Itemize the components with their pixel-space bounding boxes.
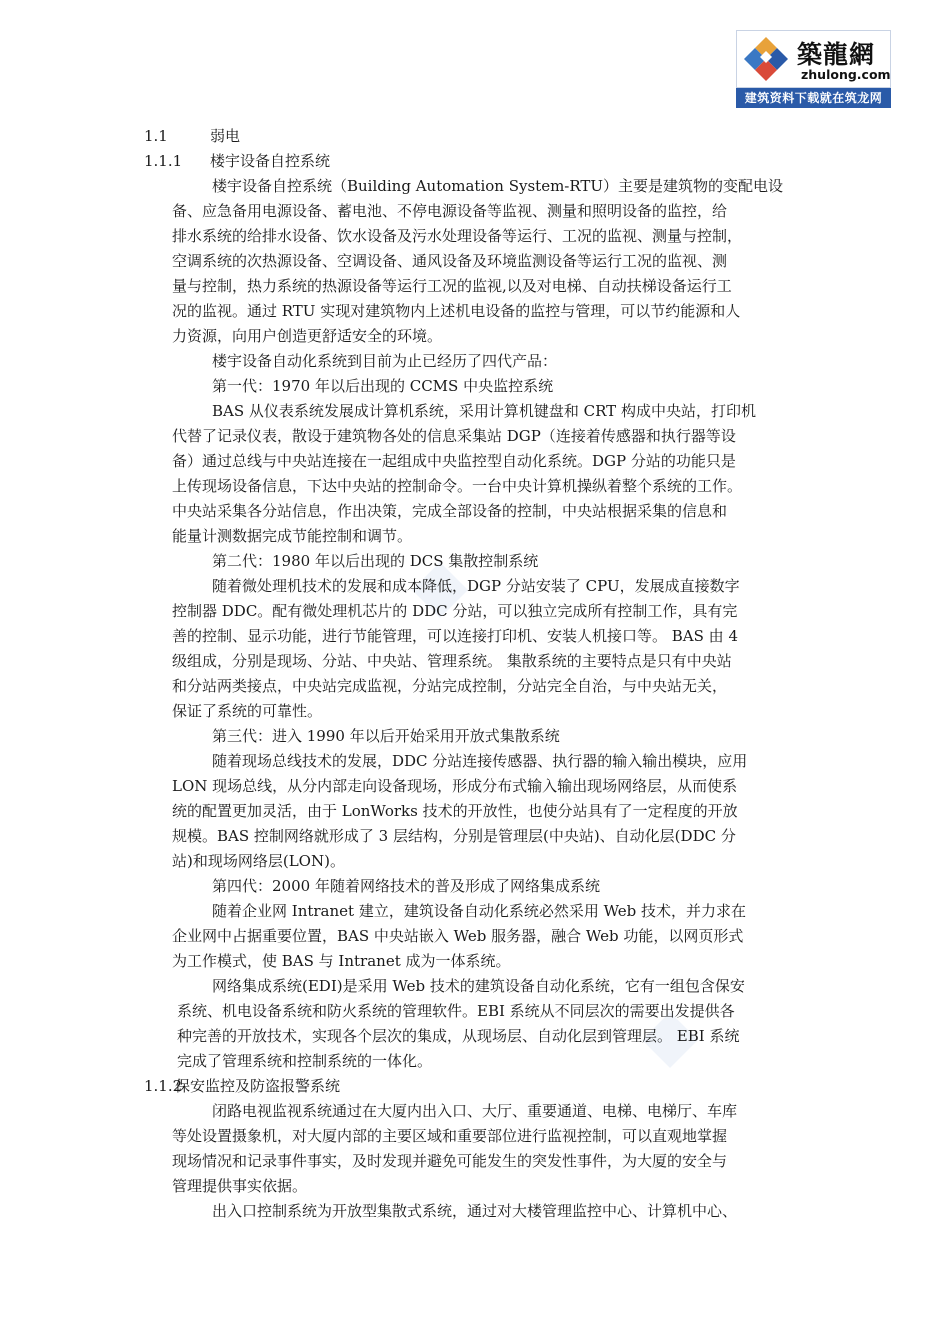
text: 排水系统的给排水设备、饮水设备及污水处理设备等运行、工况的监视、测量与控制， (172, 227, 743, 245)
body-text-line (172, 1124, 727, 1149)
body-text-line (172, 424, 736, 449)
body-text-line (172, 249, 727, 274)
text: 保证了系统的可靠性。 (172, 702, 323, 720)
body-text-line (172, 624, 738, 649)
section-number: 1.1 (144, 127, 168, 145)
text: 第一代：1970 年以后出现的 CCMS 中央监控系统 (212, 377, 554, 395)
text: 第三代：进入 1990 年以后开始采用开放式集散系统 (212, 727, 560, 745)
text: 第四代：2000 年随着网络技术的普及形成了网络集成系统 (212, 877, 600, 895)
zhulong-logo-icon (739, 33, 793, 87)
text: 闭路电视监视系统通过在大厦内出入口、大厅、重要通道、电梯、电梯厅、车库 (212, 1102, 738, 1120)
body-text-line (177, 1024, 739, 1049)
section-number: 1.1.2 (144, 1077, 183, 1095)
text: 备）通过总线与中央站连接在一起组成中央监控型自动化系统。DGP 分站的功能只是 (172, 452, 736, 470)
body-text-line (212, 1199, 737, 1224)
body-text-line (212, 374, 553, 399)
text: 第二代：1980 年以后出现的 DCS 集散控制系统 (212, 552, 539, 570)
logo-domain: zhulong.com (801, 67, 891, 82)
text: 代替了记录仪表，散设于建筑物各处的信息采集站 DGP（连接着传感器和执行器等设 (172, 427, 736, 445)
section-title: 楼宇设备自控系统 (210, 152, 331, 170)
text: 善的控制、显示功能，进行节能管理，可以连接打印机、安装人机接口等。 BAS 由 4 (172, 627, 738, 645)
text: 空调系统的次热源设备、空调设备、通风设备及环境监测设备等运行工况的监视、测 (172, 252, 728, 270)
text: 系统、机电设备系统和防火系统的管理软件。EBI 系统从不同层次的需要出发提供各 (177, 1002, 735, 1020)
text: 级组成，分别是现场、分站、中央站、管理系统。 集散系统的主要特点是只有中央站 (172, 652, 732, 670)
body-text-line (172, 224, 742, 249)
text: 随着微处理机技术的发展和成本降低，DGP 分站安装了 CPU，发展成直接数字 (212, 577, 740, 595)
body-text-line (177, 1049, 432, 1074)
body-text-line (172, 1174, 307, 1199)
section-heading (144, 1074, 340, 1099)
body-text-line (212, 1099, 737, 1124)
body-text-line (172, 949, 511, 974)
body-text-line (177, 999, 735, 1024)
zhulong-logo[interactable] (736, 30, 891, 108)
body-text-line (172, 499, 727, 524)
text: 统的配置更加灵活，由于 LonWorks 技术的开放性，也使分站具有了一定程度的开放 (172, 802, 738, 820)
text: 和分站两类接点，中央站完成监视，分站完成控制，分站完全自治，与中央站无关， (172, 677, 728, 695)
body-text-line (172, 324, 442, 349)
body-text-line (172, 474, 742, 499)
text: 备、应急备用电源设备、蓄电池、不停电源设备等监视、测量和照明设备的监控，给 (172, 202, 728, 220)
text: 随着企业网 Intranet 建立，建筑设备自动化系统必然采用 Web 技术，并力求在 (212, 902, 747, 920)
text: 出入口控制系统为开放型集散式系统，通过对大楼管理监控中心、计算机中心、 (212, 1202, 738, 1220)
text: 网络集成系统(EDI)是采用 Web 技术的建筑设备自动化系统，它有一组包含保安 (212, 977, 745, 995)
text: 管理提供事实依据。 (172, 1177, 308, 1195)
body-text-line (172, 649, 732, 674)
body-text-line (172, 274, 732, 299)
text: 规模。BAS 控制网络就形成了 3 层结构，分别是管理层(中央站)、自动化层(DDC 分 (172, 827, 736, 845)
body-text-line (212, 749, 747, 774)
body-text-line (212, 574, 740, 599)
text: 上传现场设备信息，下达中央站的控制命令。一台中央计算机操纵着整个系统的工作。 (172, 477, 743, 495)
body-text-line (212, 399, 756, 424)
body-text-line (172, 1149, 727, 1174)
body-text-line (172, 699, 322, 724)
body-text-line (172, 849, 345, 874)
body-text-line (172, 824, 736, 849)
text: 中央站采集各分站信息，作出决策，完成全部设备的控制，中央站根据采集的信息和 (172, 502, 728, 520)
body-text-line (212, 874, 600, 899)
body-text-line (172, 924, 743, 949)
text: 楼宇设备自控系统（Building Automation System-RTU）主要是建筑物的变配电设 (212, 177, 784, 195)
text: 楼宇设备自动化系统到目前为止已经历了四代产品： (212, 352, 558, 370)
body-text-line (172, 599, 737, 624)
section-title: 保安监控及防盗报警系统 (175, 1077, 341, 1095)
text: 况的监视。通过 RTU 实现对建筑物内上述机电设备的监控与管理，可以节约能源和人 (172, 302, 741, 320)
body-text-line (172, 199, 727, 224)
body-text-line (212, 174, 783, 199)
text: 量与控制，热力系统的热源设备等运行工况的监视,以及对电梯、自动扶梯设备运行工 (172, 277, 732, 295)
text: 种完善的开放技术，实现各个层次的集成，从现场层、自动化层到管理层。 EBI 系统 (177, 1027, 740, 1045)
text: LON 现场总线，从分内部走向设备现场，形成分布式输入输出现场网络层，从而使系 (172, 777, 738, 795)
text: 随着现场总线技术的发展，DDC 分站连接传感器、执行器的输入输出模块，应用 (212, 752, 748, 770)
body-text-line (212, 899, 746, 924)
text: 等处设置摄象机，对大厦内部的主要区域和重要部位进行监视控制，可以直观地掌握 (172, 1127, 728, 1145)
text: 控制器 DDC。配有微处理机芯片的 DDC 分站，可以独立完成所有控制工作，具有完 (172, 602, 738, 620)
section-number: 1.1.1 (144, 152, 183, 170)
text: 完成了管理系统和控制系统的一体化。 (177, 1052, 433, 1070)
logo-name: 築龍網 (797, 40, 876, 69)
text: 站)和现场网络层(LON)。 (172, 852, 345, 870)
body-text-line (212, 549, 538, 574)
section-heading (144, 149, 330, 174)
logo-slogan: 建筑资料下载就在筑龙网 (736, 88, 891, 108)
text: 为工作模式，使 BAS 与 Intranet 成为一体系统。 (172, 952, 511, 970)
body-text-line (212, 974, 745, 999)
body-text-line (172, 299, 740, 324)
text: BAS 从仪表系统发展成计算机系统，采用计算机键盘和 CRT 构成中央站，打印机 (212, 402, 756, 420)
section-heading (144, 124, 240, 149)
text: 现场情况和记录事件事实，及时发现并避免可能发生的突发性事件，为大厦的安全与 (172, 1152, 728, 1170)
body-text-line (212, 349, 557, 374)
body-text-line (172, 774, 737, 799)
text: 企业网中占据重要位置，BAS 中央站嵌入 Web 服务器，融合 Web 功能，以网页形式 (172, 927, 744, 945)
body-text-line (212, 724, 560, 749)
body-text-line (172, 674, 727, 699)
body-text-line (172, 799, 738, 824)
text: 力资源，向用户创造更舒适安全的环境。 (172, 327, 443, 345)
section-title: 弱电 (210, 127, 241, 145)
body-text-line (172, 449, 736, 474)
body-text-line (172, 524, 412, 549)
text: 能量计测数据完成节能控制和调节。 (172, 527, 413, 545)
